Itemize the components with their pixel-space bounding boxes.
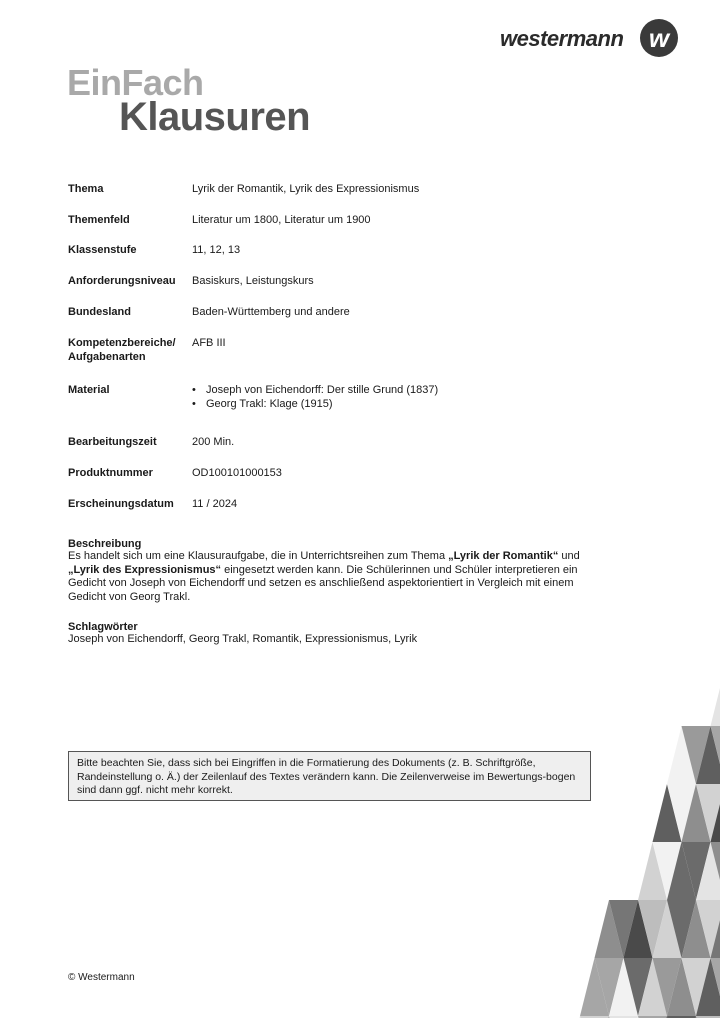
keywords-heading: Schlagwörter xyxy=(68,621,138,633)
copyright-footer: © Westermann xyxy=(68,972,135,983)
description-text-part3: eingesetzt werden kann. Die Schülerinnen und Schüler interpretieren ein Gedicht von Joseph von Eichendorff und setzen es anschließend aspektorientiert in Vergleich mit einem Gedicht von Georg Trakl. xyxy=(68,563,578,603)
keywords-text: Joseph von Eichendorff, Georg Trakl, Romantik, Expressionismus, Lyrik xyxy=(68,633,418,645)
meta-value-bearbeitungszeit: 200 Min. xyxy=(192,436,235,448)
meta-label-bearbeitungszeit: Bearbeitungszeit xyxy=(68,436,157,448)
material-item: • Joseph von Eichendorff: Der stille Grund (1837) xyxy=(192,383,438,397)
meta-label-anforderungsniveau: Anforderungsniveau xyxy=(68,275,176,287)
brand-name: westermann xyxy=(500,26,624,51)
meta-label-erscheinungsdatum: Erscheinungsdatum xyxy=(68,498,174,510)
meta-label-klassenstufe: Klassenstufe xyxy=(68,244,137,256)
series-title-einfach: EinFach xyxy=(67,62,204,103)
meta-label-thema: Thema xyxy=(68,183,104,195)
material-list xyxy=(192,383,438,411)
meta-value-kompetenzbereiche: AFB III xyxy=(192,337,226,349)
brand-logo-icon xyxy=(640,19,678,57)
description-text-part1: Es handelt sich um eine Klausuraufgabe, die in Unterrichtsreihen zum Thema xyxy=(68,550,449,562)
meta-label-bundesland: Bundesland xyxy=(68,306,131,318)
meta-label-produktnummer: Produktnummer xyxy=(68,467,153,479)
meta-label-themenfeld: Themenfeld xyxy=(68,214,130,226)
description-bold-romantik: „Lyrik der Romantik“ xyxy=(448,550,559,562)
meta-label-kompetenz-line2: Aufgabenarten xyxy=(68,351,146,363)
formatting-notice-box: Bitte beachten Sie, dass sich bei Eingriffen in die Formatierung des Dokuments (z. B. Schriftgröße, Randeinstellung o. Ä.) der Zeilenlauf des Textes verändern kann. Die Zeilenverweise im Bewertungs-bogen sind dann ggf. nicht mehr korrekt. xyxy=(68,751,591,801)
meta-value-klassenstufe: 11, 12, 13 xyxy=(192,244,241,256)
meta-label-material: Material xyxy=(68,384,110,396)
meta-label-kompetenzbereiche xyxy=(68,336,188,364)
description-text-part2: und xyxy=(558,550,580,562)
description-text xyxy=(68,550,588,604)
description-heading: Beschreibung xyxy=(68,538,142,550)
brand-logo-letter: w xyxy=(648,23,670,53)
meta-label-kompetenz-line1: Kompetenzbereiche/ xyxy=(68,337,176,349)
meta-value-erscheinungsdatum: 11 / 2024 xyxy=(192,498,238,510)
meta-value-produktnummer: OD100101000153 xyxy=(192,467,282,479)
meta-value-anforderungsniveau: Basiskurs, Leistungskurs xyxy=(192,275,314,287)
material-item: • Georg Trakl: Klage (1915) xyxy=(192,397,438,411)
series-title-klausuren: Klausuren xyxy=(119,95,311,139)
meta-value-thema: Lyrik der Romantik, Lyrik des Expressionismus xyxy=(192,183,420,195)
decorative-triangle xyxy=(711,668,720,726)
description-bold-expressionismus: „Lyrik des Expressionismus“ xyxy=(68,563,222,576)
meta-value-bundesland: Baden-Württemberg und andere xyxy=(192,306,350,318)
meta-value-themenfeld: Literatur um 1800, Literatur um 1900 xyxy=(192,214,371,226)
